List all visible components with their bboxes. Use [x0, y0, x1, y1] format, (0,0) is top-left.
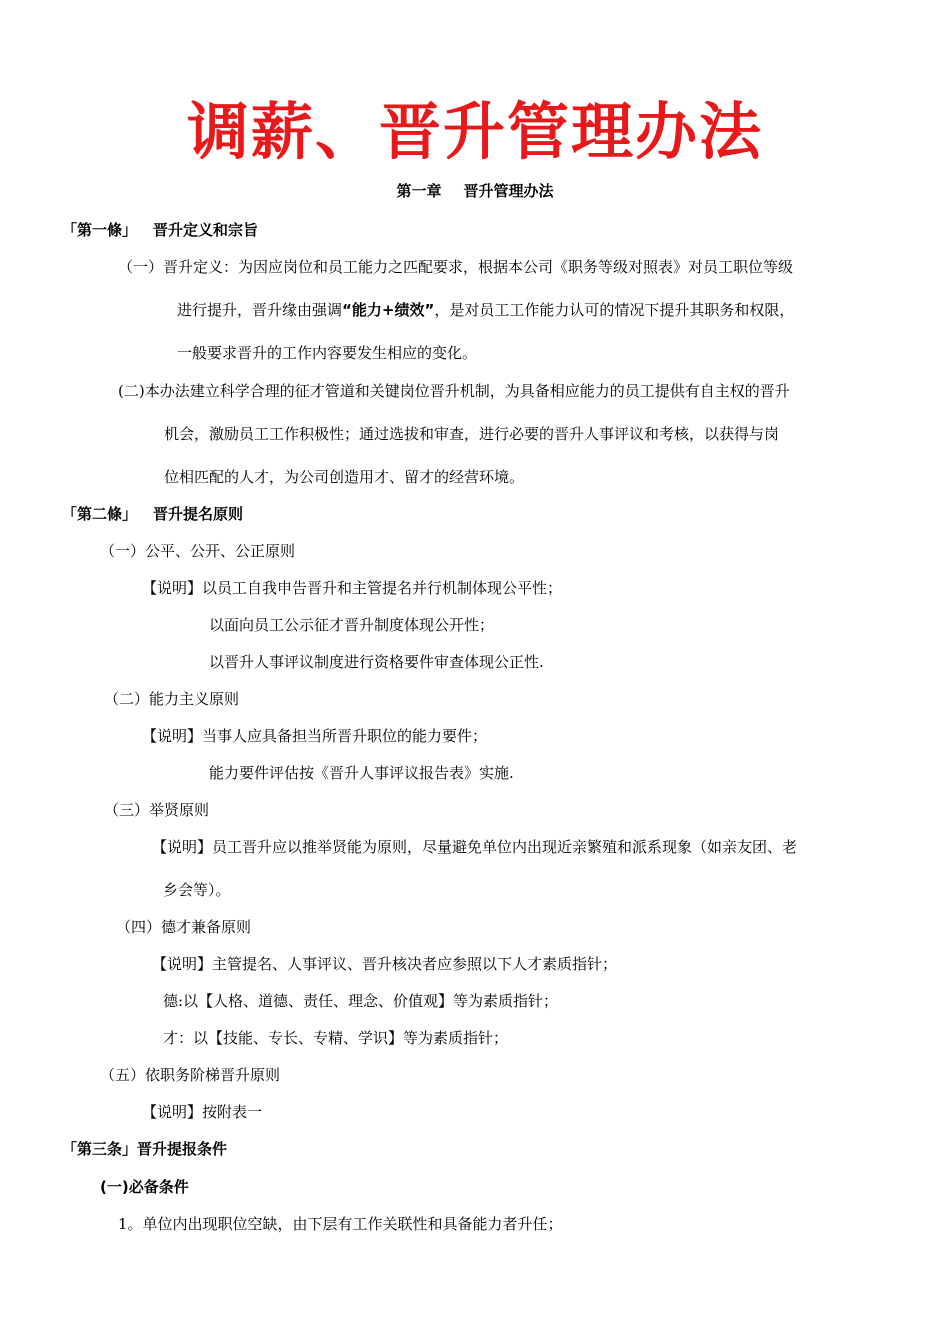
emphasis-ability-performance: “能力+绩效” — [342, 301, 435, 319]
text-segment: 进行提升，晋升缘由强调 — [177, 301, 343, 319]
principle-4-note-3: 才：以【技能、专长、专精、学识】等为素质指针； — [163, 1029, 509, 1047]
article-2-title: 晋升提名原则 — [153, 505, 244, 523]
chapter-heading — [0, 180, 950, 201]
principle-3-note-1: 【说明】员工晋升应以推举贤能为原则，尽量避免单位内出现近亲繁殖和派系现象（如亲友团、老 — [152, 838, 798, 856]
article-1-item-2-line-1: (二)本办法建立科学合理的征才管道和关键岗位晋升机制，为具备相应能力的员工提供有自主权的晋升 — [118, 382, 790, 400]
principle-3-title: （三）举贤原则 — [104, 801, 210, 819]
principle-1-title: （一）公平、公开、公正原则 — [100, 542, 296, 560]
chapter-number: 第一章 — [396, 182, 442, 200]
principle-1-note-2: 以面向员工公示征才晋升制度体现公开性； — [209, 616, 495, 634]
article-3-label: 「第三条」 — [62, 1140, 138, 1158]
article-3-subheading: (一)必备条件 — [100, 1178, 189, 1196]
principle-1-note-1: 【说明】以员工自我申告晋升和主管提名并行机制体现公平性； — [142, 579, 563, 597]
document-title: 调薪、晋升管理办法 — [186, 95, 763, 168]
article-2-label: 「第二條」 — [62, 505, 138, 523]
principle-4-title: （四）德才兼备原则 — [116, 918, 252, 936]
article-1-title: 晋升定义和宗旨 — [153, 221, 259, 239]
article-1-item-1-line-3: 一般要求晋升的工作内容要发生相应的变化。 — [177, 344, 478, 362]
article-1-item-2-line-2: 机会，激励员工工作积极性；通过选拔和审查，进行必要的晋升人事评议和考核，以获得与岗 — [164, 425, 780, 443]
article-1-label: 「第一條」 — [62, 221, 138, 239]
principle-2-title: （二）能力主义原则 — [104, 690, 240, 708]
article-1-heading — [62, 219, 258, 240]
article-3-title: 晋升提报条件 — [137, 1140, 228, 1158]
principle-5-title: （五）依职务阶梯晋升原则 — [100, 1066, 281, 1084]
article-1-item-1-line-1: （一）晋升定义：为因应岗位和员工能力之匹配要求，根据本公司《职务等级对照表》对员工职位等级 — [118, 258, 794, 276]
article-2-heading — [62, 503, 243, 524]
article-3-heading — [62, 1138, 227, 1159]
principle-3-note-2: 乡会等）。 — [163, 881, 231, 899]
text-segment: ，是对员工工作能力认可的情况下提升其职务和权限， — [434, 301, 795, 319]
article-3-item-1: 1。单位内出现职位空缺，由下层有工作关联性和具备能力者升任； — [118, 1215, 563, 1233]
principle-5-note-1: 【说明】按附表一 — [142, 1103, 263, 1121]
principle-2-note-2: 能力要件评估按《晋升人事评议报告表》实施. — [209, 764, 514, 782]
principle-4-note-2: 德:以【人格、道德、责任、理念、价值观】等为素质指针； — [163, 992, 559, 1010]
article-1-item-2-line-3: 位相匹配的人才，为公司创造用才、留才的经营环境。 — [164, 468, 525, 486]
principle-4-note-1: 【说明】主管提名、人事评议、晋升核决者应参照以下人才素质指针； — [152, 955, 618, 973]
principle-1-note-3: 以晋升人事评议制度进行资格要件审查体现公正性. — [209, 653, 544, 671]
principle-2-note-1: 【说明】当事人应具备担当所晋升职位的能力要件； — [142, 727, 488, 745]
chapter-name: 晋升管理办法 — [463, 182, 554, 200]
article-1-item-1-line-2 — [177, 299, 794, 320]
